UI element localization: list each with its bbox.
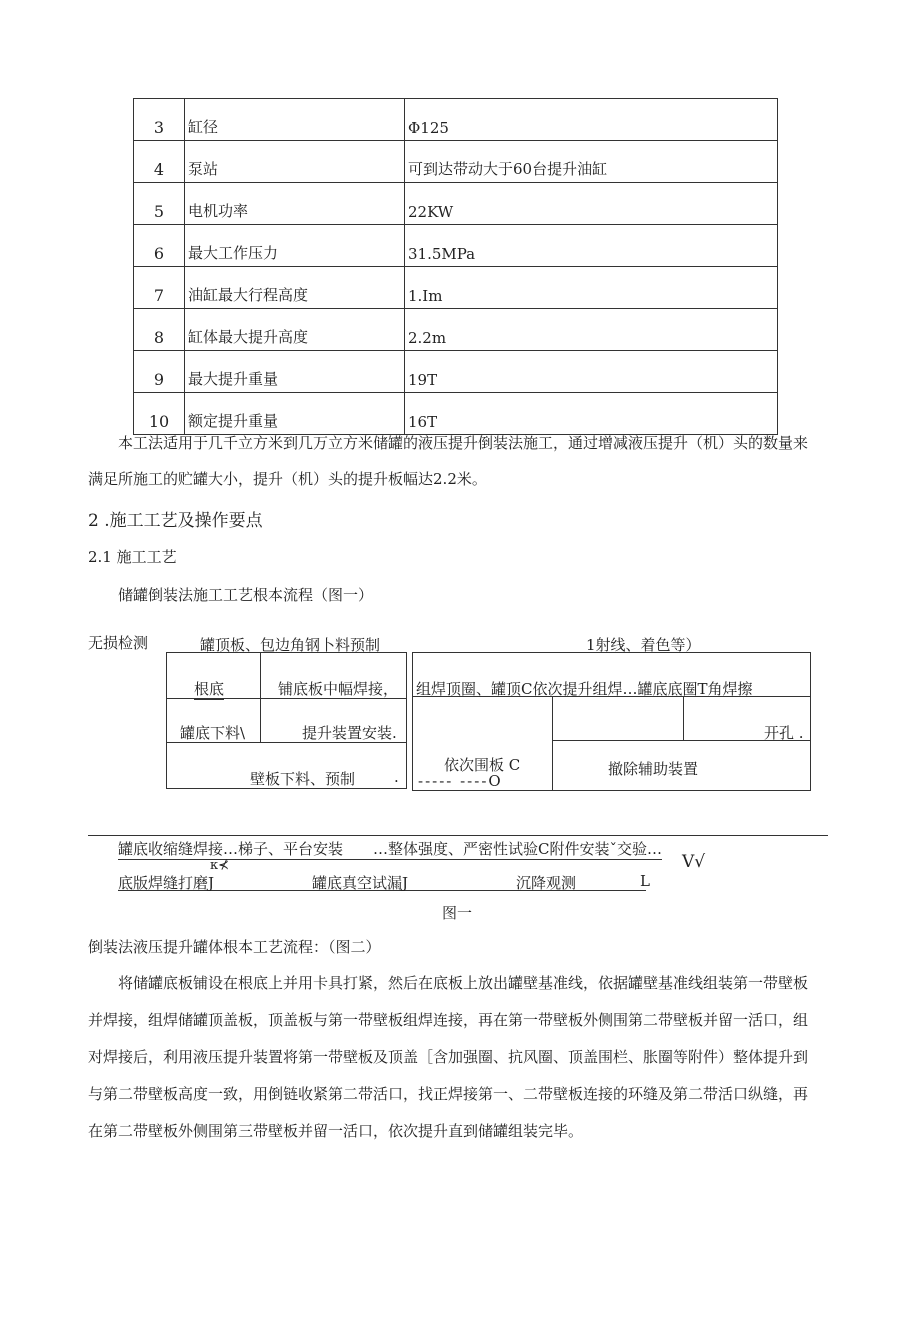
flow-row-3b: 罐底真空试漏J — [312, 874, 409, 892]
param-name: 最大工作压力 — [185, 225, 405, 267]
param-value: 16T — [405, 393, 778, 435]
table-row — [134, 309, 778, 351]
vv-mark: V√ — [682, 852, 706, 872]
row-number: 8 — [134, 309, 185, 351]
row-number: 4 — [134, 141, 185, 183]
param-value: 可到达带动大于60台提升油缸 — [405, 141, 778, 183]
param-name: 缸体最大提升高度 — [185, 309, 405, 351]
flow-row-2: 罐底收缩缝焊接…梯子、平台安装 …整体强度、严密性试验C附件安装ˇ交验… — [118, 840, 662, 858]
param-value: 22KW — [405, 183, 778, 225]
body-paragraph — [88, 968, 828, 1146]
divider — [683, 696, 684, 740]
divider — [552, 696, 553, 791]
section-heading-2: 2 .施工工艺及操作要点 — [88, 511, 263, 531]
spec-table — [133, 98, 778, 435]
flow-caption-1: 储罐倒装法施工工艺根本流程（图一） — [118, 586, 374, 604]
laying-step: 铺底板中幅焊接， — [278, 680, 399, 698]
intro-line-2: 满足所施工的贮罐大小，提升（机）头的提升板幅达2.2米。 — [88, 470, 487, 488]
figure-label: 图一 — [442, 904, 473, 922]
shell-dot: . — [394, 768, 399, 786]
flow-row-3a: 底版焊缝打磨J — [118, 874, 215, 892]
weld-row-step: 组焊顶圈、罐顶C依次提升组焊…罐底底圈T角焊擦 — [416, 680, 753, 698]
divider — [88, 835, 828, 836]
table-row — [134, 141, 778, 183]
para-line: 将储罐底板铺设在根底上并用卡具打紧，然后在底板上放出罐壁基准线，依据罐壁基准线组装第一带壁板 — [118, 974, 809, 992]
flow-caption-2: 倒装法液压提升罐体根本工艺流程：（图二） — [88, 938, 381, 956]
bottom-cut-step: 罐底下料\ — [180, 724, 246, 742]
table-row — [134, 225, 778, 267]
table-row — [134, 393, 778, 435]
opening-step: 开孔 . — [764, 724, 804, 742]
dash-connector: ----- ----O — [418, 772, 503, 790]
table-row — [134, 267, 778, 309]
param-value: 31.5MPa — [405, 225, 778, 267]
top-left-step: 罐顶板、包边角钢卜料预制 — [200, 636, 381, 654]
param-name: 缸径 — [185, 99, 405, 141]
flow-mark: κ⊀ — [210, 858, 230, 873]
ndt-label: 无损检测 — [88, 634, 149, 652]
row-number: 9 — [134, 351, 185, 393]
divider — [260, 652, 261, 742]
param-value: 1.Im — [405, 267, 778, 309]
row-number: 5 — [134, 183, 185, 225]
remove-step: 撤除辅助装置 — [608, 760, 699, 778]
section-heading-2-1: 2.1 施工工艺 — [88, 548, 177, 566]
param-value: Φ125 — [405, 99, 778, 141]
top-right-step: 1射线、着色等） — [586, 636, 701, 654]
param-value: 2.2m — [405, 309, 778, 351]
param-name: 最大提升重量 — [185, 351, 405, 393]
row-number: 10 — [134, 393, 185, 435]
table-row — [134, 99, 778, 141]
flow-row-3d: L — [640, 872, 650, 890]
table-row — [134, 183, 778, 225]
param-name: 额定提升重量 — [185, 393, 405, 435]
lift-install-step: 提升装置安装. — [302, 724, 397, 742]
shell-cut-step: 壁板下料、预制 — [250, 770, 356, 788]
row-number: 7 — [134, 267, 185, 309]
row-number: 3 — [134, 99, 185, 141]
param-name: 油缸最大行程高度 — [185, 267, 405, 309]
param-name: 泵站 — [185, 141, 405, 183]
row-number: 6 — [134, 225, 185, 267]
param-name: 电机功率 — [185, 183, 405, 225]
foundation-step: 根底 — [194, 680, 225, 698]
wall-seq-step: 依次围板 C — [444, 756, 521, 774]
table-row — [134, 351, 778, 393]
flow-row-3c: 沉降观测 — [516, 874, 577, 892]
para-line: 对焊接后，利用液压提升装置将第一带壁板及顶盖［含加强圈、抗风圈、顶盖围栏、胀圈等附件）整体提升到 — [88, 1048, 809, 1066]
intro-line-1: 本工法适用于几千立方米到几万立方米储罐的液压提升倒装法施工，通过增减液压提升（机）头的数量来 — [118, 434, 809, 452]
para-line: 与第二带壁板高度一致，用倒链收紧第二带活口，找正焊接第一、二带壁板连接的环缝及第二带活口纵缝，再 — [88, 1085, 809, 1103]
para-line: 并焊接，组焊储罐顶盖板，顶盖板与第一带壁板组焊连接，再在第一带壁板外侧围第二带壁板并留一活口，组 — [88, 1011, 809, 1029]
para-line: 在第二带壁板外侧围第三带壁板并留一活口，依次提升直到储罐组装完毕。 — [88, 1122, 584, 1140]
param-value: 19T — [405, 351, 778, 393]
